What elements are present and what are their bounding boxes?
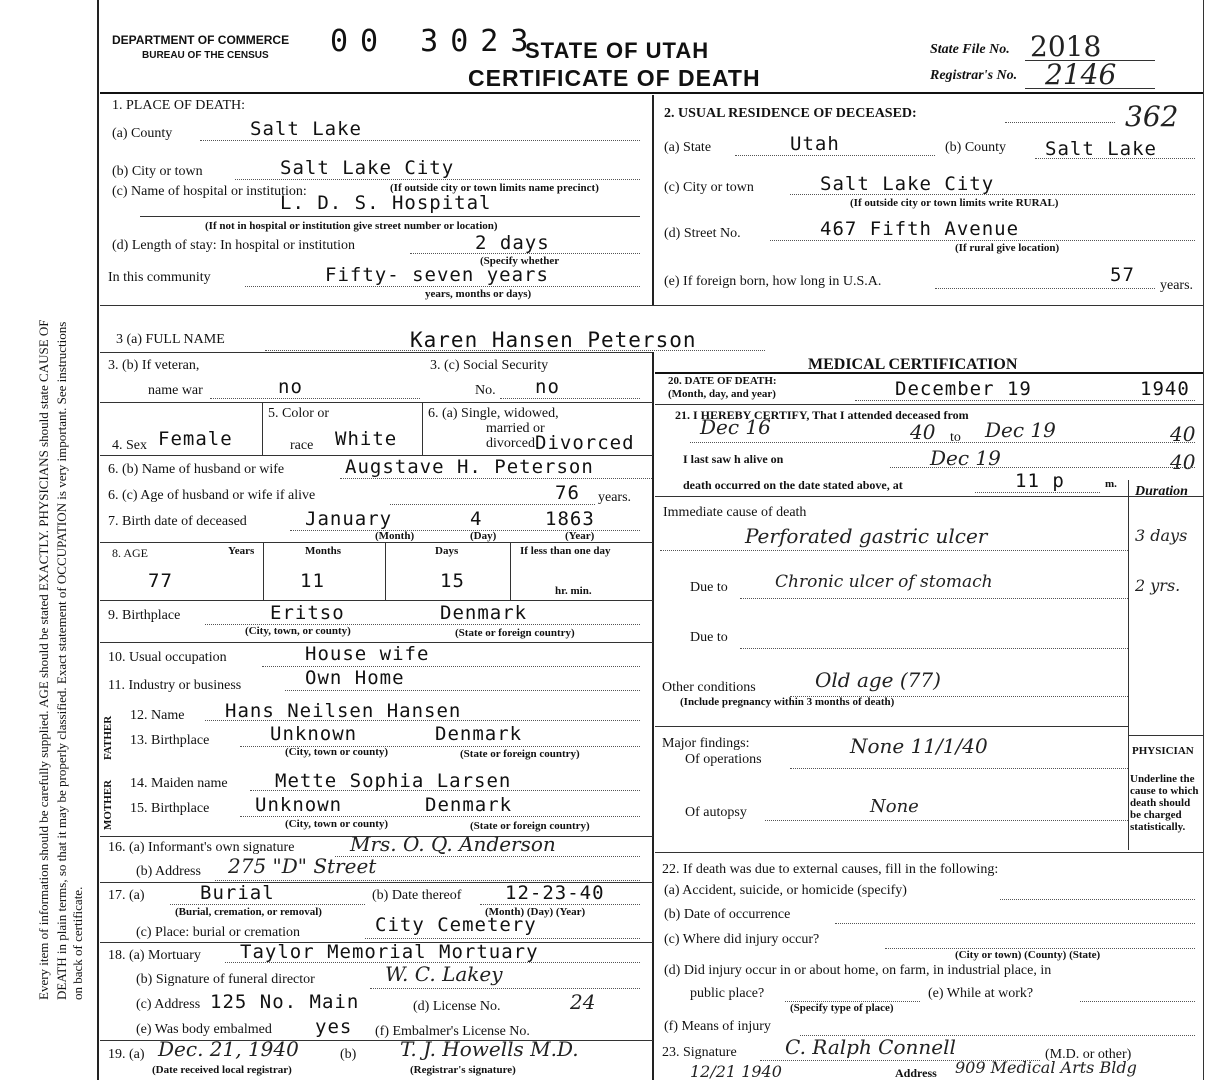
mortuary-value: Taylor Memorial Mortuary bbox=[240, 941, 539, 963]
res-city-value: Salt Lake City bbox=[820, 173, 995, 195]
certificate-title: CERTIFICATE OF DEATH bbox=[468, 65, 761, 91]
due-to-line bbox=[740, 598, 1128, 599]
industry-value: Own Home bbox=[305, 667, 405, 689]
burial-label: 17. (a) bbox=[108, 888, 145, 903]
stay-value: 2 days bbox=[475, 232, 550, 254]
dept-label: DEPARTMENT OF COMMERCE bbox=[112, 33, 290, 47]
war-line bbox=[210, 398, 420, 399]
death-date-divider bbox=[655, 404, 1203, 405]
other-conditions-value: Old age (77) bbox=[815, 668, 941, 692]
hospital-line bbox=[140, 216, 640, 217]
age-hr-min: hr. min. bbox=[555, 585, 592, 597]
informant-address-label: (b) Address bbox=[136, 864, 201, 879]
informant-sig-value: Mrs. O. Q. Anderson bbox=[350, 832, 556, 856]
death-date-label: 20. DATE OF DEATH: bbox=[668, 375, 777, 387]
ss-value: no bbox=[535, 376, 560, 398]
attended-line bbox=[690, 442, 1195, 443]
registrar-line bbox=[1025, 88, 1155, 89]
last-saw-label: I last saw h alive on bbox=[683, 452, 784, 466]
due-to-label: Due to bbox=[690, 580, 728, 595]
serial-number: 00 3023 bbox=[330, 24, 541, 59]
header-divider bbox=[100, 92, 1203, 94]
death-date-line bbox=[855, 400, 1195, 401]
section-divider-1 bbox=[100, 305, 1203, 306]
birthplace-label: 9. Birthplace bbox=[108, 608, 181, 623]
section-divider-2 bbox=[100, 352, 653, 353]
res-city-note: (If outside city or town limits write RURAL) bbox=[850, 197, 1059, 209]
director-value: W. C. Lakey bbox=[385, 962, 503, 986]
hospital-sub-note: (If not in hospital or institution give street number or location) bbox=[205, 220, 498, 232]
registrar-sig-value: T. J. Howells M.D. bbox=[400, 1037, 579, 1061]
other-conditions-note: (Include pregnancy within 3 months of death) bbox=[680, 696, 895, 708]
birthplace-city-value: Eritso bbox=[270, 602, 345, 624]
spouse-line bbox=[340, 478, 652, 479]
attended-from-date: Dec 16 bbox=[700, 415, 771, 439]
ss-no-label: No. bbox=[475, 383, 496, 398]
occupation-label: 10. Usual occupation bbox=[108, 650, 227, 665]
home-label: (d) Did injury occur in or about home, on farm, in industrial place, in bbox=[664, 963, 1052, 978]
stay-label: (d) Length of stay: In hospital or institution bbox=[112, 238, 356, 253]
community-line bbox=[245, 286, 640, 287]
signature-address: 909 Medical Arts Bldg bbox=[955, 1058, 1137, 1077]
age-row-divider bbox=[100, 600, 653, 601]
physician-box-top bbox=[1128, 735, 1203, 736]
director-label: (b) Signature of funeral director bbox=[136, 972, 315, 987]
res-foreign-value: 57 bbox=[1110, 264, 1135, 286]
mother-name-line bbox=[250, 790, 640, 791]
sex-label: 4. Sex bbox=[112, 438, 147, 453]
signature-label: 23. Signature bbox=[662, 1045, 737, 1060]
age-label: 8. AGE bbox=[112, 546, 148, 560]
res-foreign-label: (e) If foreign born, how long in U.S.A. bbox=[664, 274, 882, 289]
signature-date: 12/21 1940 bbox=[690, 1062, 782, 1081]
age-years-label: Years bbox=[228, 545, 255, 557]
operations-value: None 11/1/40 bbox=[850, 734, 988, 758]
occurred-divider bbox=[655, 496, 1203, 497]
operations-line bbox=[790, 768, 1128, 769]
mother-country-value: Denmark bbox=[425, 794, 513, 816]
physician-signature: C. Ralph Connell bbox=[785, 1035, 956, 1059]
means-label: (f) Means of injury bbox=[664, 1019, 771, 1034]
mother-bp-line bbox=[240, 816, 640, 817]
res-county-value: Salt Lake bbox=[1045, 138, 1157, 160]
residence-heading-line bbox=[1005, 122, 1115, 123]
father-country-note: (State or foreign country) bbox=[460, 748, 580, 760]
res-county-label: (b) County bbox=[945, 140, 1007, 155]
due-to-value: Chronic ulcer of stomach bbox=[775, 572, 993, 592]
informant-sig-line bbox=[335, 856, 640, 857]
occurred-time: 11 p bbox=[1015, 470, 1065, 492]
color-label: 5. Color or bbox=[268, 406, 330, 421]
res-foreign-unit: years. bbox=[1160, 278, 1194, 293]
war-label: name war bbox=[148, 383, 203, 398]
autopsy-line bbox=[765, 820, 1128, 821]
res-county-line bbox=[1035, 158, 1195, 159]
other-conditions-label: Other conditions bbox=[662, 680, 756, 695]
stay-note: (Specify whether bbox=[480, 255, 560, 267]
age-lt-label: If less than one day bbox=[520, 545, 611, 557]
last-saw-date: Dec 19 bbox=[930, 446, 1001, 470]
license-value: 24 bbox=[570, 990, 596, 1014]
age-divider-2 bbox=[385, 542, 386, 600]
res-street-value: 467 Fifth Avenue bbox=[820, 218, 1020, 240]
county-line bbox=[200, 140, 640, 141]
registrar-no-label: Registrar's No. bbox=[930, 68, 1018, 83]
registrar-b-label: (b) bbox=[340, 1047, 357, 1062]
embalmed-label: (e) Was body embalmed bbox=[136, 1022, 272, 1037]
community-value: Fifty- seven years bbox=[325, 264, 549, 286]
physician-label: PHYSICIAN bbox=[1132, 745, 1194, 757]
race-value: White bbox=[335, 428, 398, 450]
state-file-label: State File No. bbox=[930, 42, 1010, 57]
immediate-duration: 3 days bbox=[1135, 526, 1188, 545]
spouse-age-value: 76 bbox=[555, 482, 580, 504]
public-place-label: public place? bbox=[690, 986, 765, 1001]
informant-sig-label: 16. (a) Informant's own signature bbox=[108, 840, 295, 855]
spouse-label: 6. (b) Name of husband or wife bbox=[108, 462, 285, 477]
full-name-label: 3 (a) FULL NAME bbox=[116, 332, 225, 347]
mortuary-address-label: (c) Address bbox=[136, 997, 201, 1012]
community-note: years, months or days) bbox=[425, 288, 532, 300]
spouse-value: Augstave H. Peterson bbox=[345, 456, 594, 478]
hospital-note: (If outside city or town limits name precinct) bbox=[390, 182, 599, 194]
registrar-date-note: (Date received local registrar) bbox=[152, 1064, 292, 1076]
burial-date-value: 12-23-40 bbox=[505, 882, 605, 904]
registrar-sig-note: (Registrar's signature) bbox=[410, 1064, 516, 1076]
at-work-label: (e) While at work? bbox=[928, 986, 1034, 1001]
mother-city-note: (City, town or county) bbox=[285, 818, 389, 830]
county-value: Salt Lake bbox=[250, 118, 362, 140]
res-street-note: (If rural give location) bbox=[955, 242, 1060, 254]
registrar-label: 19. (a) bbox=[108, 1047, 145, 1062]
marital-label-3: divorced bbox=[486, 436, 535, 451]
occurrence-line bbox=[835, 923, 1195, 924]
autopsy-value: None bbox=[870, 796, 919, 817]
major-findings-label: Major findings: bbox=[662, 736, 750, 751]
veteran-label: 3. (b) If veteran, bbox=[108, 358, 200, 373]
hospital-label: (c) Name of hospital or institution: bbox=[112, 184, 307, 199]
external-causes-label: 22. If death was due to external causes, fill in the following: bbox=[662, 862, 999, 877]
spouse-age-line bbox=[390, 504, 595, 505]
informant-address-value: 275 "D" Street bbox=[228, 854, 377, 878]
age-months-value: 11 bbox=[300, 570, 325, 592]
age-days-label: Days bbox=[435, 545, 459, 557]
bureau-label: BUREAU OF THE CENSUS bbox=[142, 50, 269, 61]
occurred-line bbox=[975, 492, 1100, 493]
where-label: (c) Where did injury occur? bbox=[664, 932, 820, 947]
occupation-value: House wife bbox=[305, 643, 430, 665]
last-saw-year: 40 bbox=[1170, 450, 1196, 474]
where-note: (City or town) (County) (State) bbox=[955, 949, 1101, 961]
ss-label: 3. (c) Social Security bbox=[430, 358, 549, 373]
attended-to-year: 40 bbox=[1170, 422, 1196, 446]
side-instructions-2: DEATH in plain terms, so that it may be properly classified. Exact statement of OCCUPATION is very important. See instructions bbox=[54, 321, 69, 1000]
burial-date-label: (b) Date thereof bbox=[372, 888, 462, 903]
license-label: (d) License No. bbox=[413, 999, 501, 1014]
attended-from-year: 40 bbox=[910, 420, 936, 444]
city-label: (b) City or town bbox=[112, 164, 203, 179]
state-title: STATE OF UTAH bbox=[525, 38, 710, 63]
occurrence-label: (b) Date of occurrence bbox=[664, 907, 791, 922]
due-to-duration: 2 yrs. bbox=[1135, 576, 1181, 595]
burial-method-note: (Burial, cremation, or removal) bbox=[175, 906, 322, 918]
underline-note: Underline the cause to which death should be charged statistically. bbox=[1130, 773, 1199, 833]
form-left-border bbox=[97, 0, 99, 1080]
color-marital-divider bbox=[422, 402, 423, 455]
due-to-2-line bbox=[740, 648, 1128, 649]
burial-method-value: Burial bbox=[200, 882, 275, 904]
father-name-line bbox=[205, 720, 640, 721]
mother-tag: MOTHER bbox=[102, 779, 114, 830]
signature-address-label: Address bbox=[895, 1066, 937, 1080]
full-name-value: Karen Hansen Peterson bbox=[410, 328, 697, 352]
autopsy-label: Of autopsy bbox=[685, 805, 747, 820]
father-bp-value: Unknown bbox=[270, 723, 358, 745]
father-city-note: (City, town or county) bbox=[285, 746, 389, 758]
county-label: (a) County bbox=[112, 126, 173, 141]
death-date-note: (Month, day, and year) bbox=[668, 388, 776, 400]
father-bp-label: 13. Birthplace bbox=[130, 733, 210, 748]
top-center-divider bbox=[652, 95, 654, 305]
occurred-label: death occurred on the date stated above, at bbox=[683, 478, 903, 492]
birth-year-note: (Year) bbox=[565, 530, 595, 542]
marital-label-2: married or bbox=[486, 421, 545, 436]
form-right-border bbox=[1203, 0, 1204, 1080]
res-state-value: Utah bbox=[790, 133, 840, 155]
hospital-value: L. D. S. Hospital bbox=[280, 192, 492, 214]
community-label: In this community bbox=[108, 270, 211, 285]
age-years-value: 77 bbox=[148, 570, 173, 592]
immediate-cause-value: Perforated gastric ulcer bbox=[745, 524, 988, 548]
birth-month-value: January bbox=[305, 508, 393, 530]
age-days-value: 15 bbox=[440, 570, 465, 592]
marital-label: 6. (a) Single, widowed, bbox=[428, 406, 559, 421]
stay-line bbox=[410, 253, 640, 254]
mother-country-note: (State or foreign country) bbox=[470, 820, 590, 832]
father-name-label: 12. Name bbox=[130, 708, 185, 723]
spouse-years-label: years. bbox=[598, 490, 632, 505]
birth-day-value: 4 bbox=[470, 508, 483, 530]
state-file-number: 2018 bbox=[1030, 30, 1102, 63]
operations-label: Of operations bbox=[685, 752, 762, 767]
due-to-2-label: Due to bbox=[690, 630, 728, 645]
side-instructions-3: on back of certificate. bbox=[70, 886, 85, 1000]
burial-place-value: City Cemetery bbox=[375, 914, 537, 936]
war-value: no bbox=[278, 376, 303, 398]
res-state-line bbox=[735, 155, 935, 156]
death-date-year: 1940 bbox=[1140, 378, 1190, 400]
accident-label: (a) Accident, suicide, or homicide (specify) bbox=[664, 883, 907, 898]
immediate-cause-label: Immediate cause of death bbox=[663, 505, 807, 520]
res-state-label: (a) State bbox=[664, 140, 712, 155]
mother-bp-label: 15. Birthplace bbox=[130, 801, 210, 816]
certify-label: 21. I HEREBY CERTIFY, That I attended deceased from bbox=[675, 408, 969, 422]
burial-place-label: (c) Place: burial or cremation bbox=[136, 925, 301, 940]
at-work-line bbox=[1080, 1001, 1195, 1002]
attended-to-date: Dec 19 bbox=[985, 418, 1056, 442]
sex-value: Female bbox=[158, 428, 233, 450]
burial-date-note: (Month) (Day) (Year) bbox=[485, 906, 586, 918]
registrar-number: 2146 bbox=[1045, 58, 1117, 91]
city-line bbox=[235, 179, 640, 180]
res-city-line bbox=[790, 194, 1195, 195]
attended-to-label: to bbox=[950, 430, 961, 445]
marital-value: Divorced bbox=[535, 432, 635, 454]
external-divider bbox=[655, 852, 1203, 853]
embalmed-value: yes bbox=[315, 1016, 353, 1038]
birthplace-city-note: (City, town, or county) bbox=[245, 625, 351, 637]
registrar-date-value: Dec. 21, 1940 bbox=[158, 1037, 299, 1061]
father-country-value: Denmark bbox=[435, 723, 523, 745]
age-months-label: Months bbox=[305, 545, 342, 557]
duration-label: Duration bbox=[1135, 484, 1188, 499]
mother-bp-value: Unknown bbox=[255, 794, 343, 816]
duration-column bbox=[1128, 480, 1129, 850]
ss-line bbox=[500, 398, 640, 399]
md-label: (M.D. or other) bbox=[1045, 1047, 1132, 1062]
mortuary-label: 18. (a) Mortuary bbox=[108, 948, 201, 963]
public-place-note: (Specify type of place) bbox=[790, 1002, 894, 1014]
birth-month-note: (Month) bbox=[375, 530, 415, 542]
other-divider bbox=[655, 726, 1128, 727]
res-city-label: (c) City or town bbox=[664, 180, 754, 195]
res-foreign-line bbox=[935, 288, 1155, 289]
embalmer-license-label: (f) Embalmer's License No. bbox=[375, 1024, 530, 1039]
director-line bbox=[370, 988, 640, 989]
age-divider-3 bbox=[510, 542, 511, 600]
race-label: race bbox=[290, 438, 314, 453]
immediate-cause-line bbox=[660, 550, 1128, 551]
birth-day-note: (Day) bbox=[470, 530, 497, 542]
spouse-age-label: 6. (c) Age of husband or wife if alive bbox=[108, 488, 316, 503]
burial-place-line bbox=[365, 938, 640, 939]
occurred-m-label: m. bbox=[1105, 478, 1117, 490]
veteran-row-divider bbox=[100, 402, 653, 403]
last-saw-line bbox=[890, 467, 1195, 468]
mortuary-address-value: 125 No. Main bbox=[210, 991, 360, 1013]
place-of-death-heading: 1. PLACE OF DEATH: bbox=[112, 98, 246, 113]
side-instructions-1: Every item of information should be carefully supplied. AGE should be stated EXACTLY. PHYSICIANS should state CAUSE OF bbox=[36, 319, 51, 1000]
industry-label: 11. Industry or business bbox=[108, 678, 242, 693]
residence-heading: 2. USUAL RESIDENCE OF DECEASED: bbox=[664, 106, 917, 121]
informant-address-line bbox=[215, 880, 640, 881]
birth-label: 7. Birth date of deceased bbox=[108, 514, 247, 529]
medical-heading: MEDICAL CERTIFICATION bbox=[808, 356, 1018, 373]
father-name-value: Hans Neilsen Hansen bbox=[225, 700, 462, 722]
burial-date-line bbox=[480, 904, 640, 905]
burial-method-line bbox=[170, 904, 365, 905]
res-street-line bbox=[770, 240, 1195, 241]
sex-color-divider bbox=[262, 402, 263, 455]
birthplace-country-value: Denmark bbox=[440, 602, 528, 624]
age-divider-1 bbox=[263, 542, 264, 600]
mother-name-label: 14. Maiden name bbox=[130, 776, 228, 791]
death-date-value: December 19 bbox=[895, 378, 1032, 400]
full-name-line bbox=[265, 350, 765, 351]
mother-name-value: Mette Sophia Larsen bbox=[275, 770, 512, 792]
res-street-label: (d) Street No. bbox=[664, 226, 741, 241]
birth-row-divider bbox=[100, 542, 653, 543]
city-value: Salt Lake City bbox=[280, 157, 455, 179]
industry-line bbox=[285, 690, 640, 691]
birth-year-value: 1863 bbox=[545, 508, 595, 530]
father-tag: FATHER bbox=[102, 715, 114, 760]
accident-line bbox=[1000, 899, 1195, 900]
extra-number: 362 bbox=[1125, 100, 1179, 133]
birthplace-country-note: (State or foreign country) bbox=[455, 627, 575, 639]
center-divider bbox=[652, 352, 654, 1080]
